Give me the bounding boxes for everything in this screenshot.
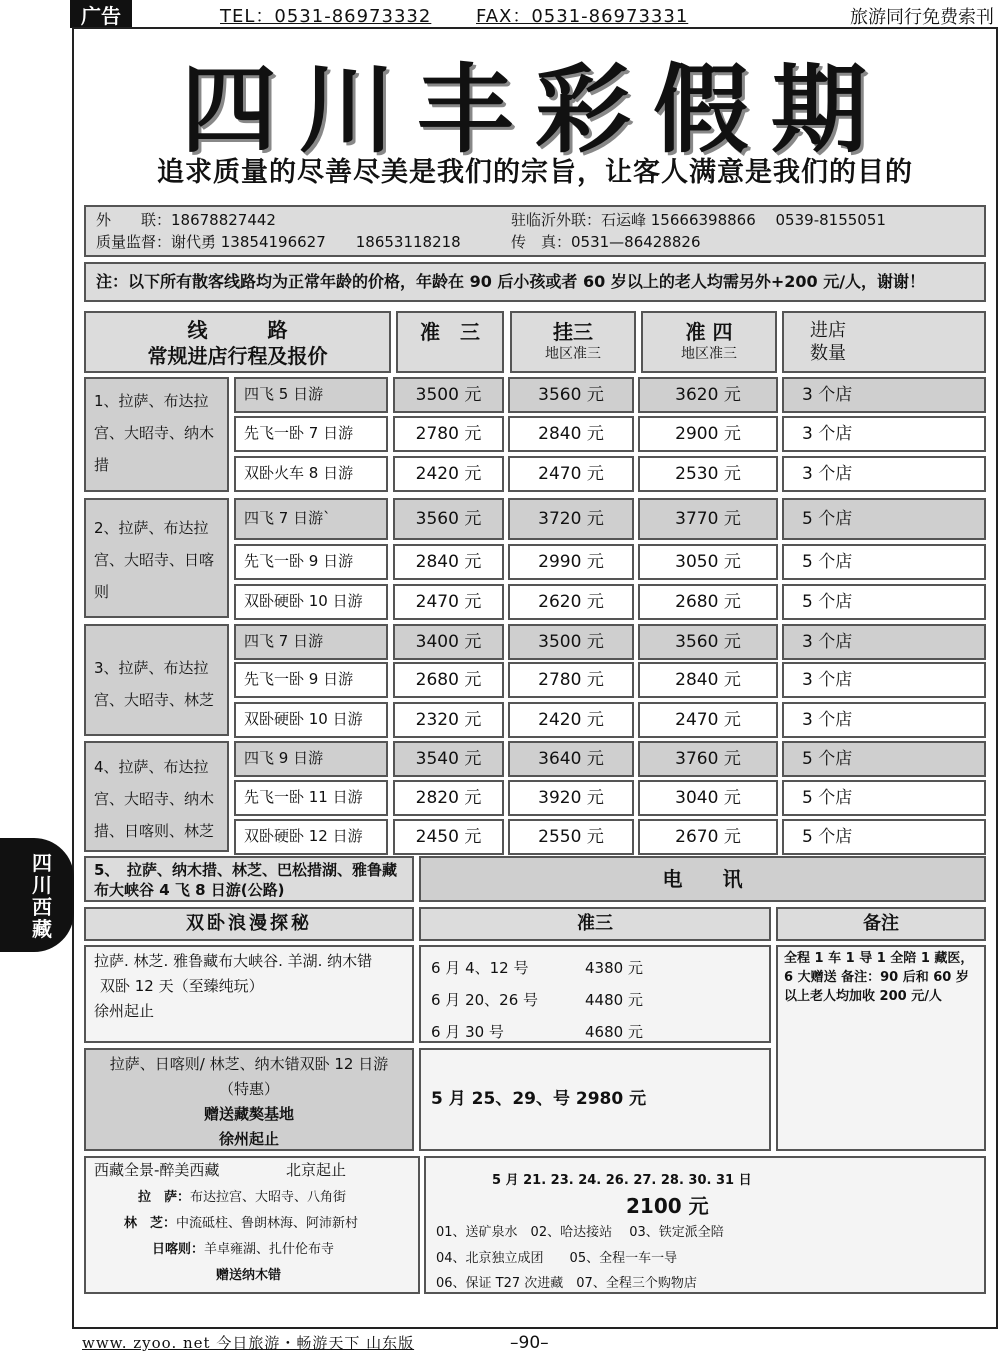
header-col4-label: 进店 [810, 320, 846, 341]
special-line3: 赠送藏獒基地 [203, 1105, 294, 1123]
price-gua3: 2840 元 [508, 416, 634, 452]
price-gua3: 3560 元 [508, 377, 634, 413]
route5-phone: 电 讯 [419, 856, 986, 902]
header-col2-label: 挂三 [553, 320, 593, 344]
header-route-sub: 常规进店行程及报价 [147, 344, 328, 368]
slogan: 追求质量的尽善尽美是我们的宗旨，让客人满意是我们的目的 [157, 157, 913, 188]
header-col3 [641, 311, 777, 373]
trip-name: 四飞 7 日游` [234, 498, 388, 540]
contacts-box [84, 205, 986, 257]
fax: FAX：0531-86973331 [476, 6, 689, 27]
special-line4: 徐州起止 [218, 1130, 279, 1148]
price-zhun3: 3560 元 [393, 498, 504, 540]
price-zhun4: 2670 元 [638, 819, 778, 855]
header-col3-sub: 地区准三 [681, 346, 737, 362]
note-header: 备注 [776, 907, 986, 941]
shop-count: 3 个店 [782, 624, 986, 660]
special-price: 5 月 25、29、号 2980 元 [419, 1048, 771, 1151]
price-zhun4: 3760 元 [638, 741, 778, 777]
price-zhun4: 2900 元 [638, 416, 778, 452]
trip-name: 四飞 9 日游 [234, 741, 388, 777]
price-zhun4: 3560 元 [638, 624, 778, 660]
price-zhun3: 2450 元 [393, 819, 504, 855]
price-gua3: 3500 元 [508, 624, 634, 660]
price-gua3: 3640 元 [508, 741, 634, 777]
group-name: 3、拉萨、布达拉宫、大昭寺、林芝 [84, 624, 229, 736]
header-col3-label: 准 四 [685, 320, 733, 344]
header-right-text: 旅游同行免费索刊 [850, 7, 994, 28]
price-zhun3: 2320 元 [393, 702, 504, 738]
trip-name: 先飞一卧 9 日游 [234, 662, 388, 698]
route5-text: 5、 拉萨、纳木措、林芝、巴松措湖、雅鲁藏布大峡谷 4 飞 8 日游(公路) [84, 856, 414, 902]
shop-count: 3 个店 [782, 377, 986, 413]
price-zhun4: 3770 元 [638, 498, 778, 540]
trip-name: 先飞一卧 7 日游 [234, 416, 388, 452]
contact-line2-left: 质量监督：谢代勇 13854196627 18653118218 [96, 233, 461, 251]
header-route-title: 线 路 [187, 318, 288, 342]
panorama-price: 2100 元 [626, 1194, 709, 1218]
price-zhun3: 2470 元 [393, 584, 504, 620]
lhasa-sights: 布达拉宫、大昭寺、八角街 [190, 1190, 347, 1205]
trip-name: 双卧硬卧 10 日游 [234, 584, 388, 620]
shop-count: 5 个店 [782, 584, 986, 620]
date-price: 4680 元 [585, 1023, 643, 1041]
special-line1: 拉萨、日喀则/ 林芝、纳木错双卧 12 日游 [109, 1055, 389, 1073]
price-gua3: 2550 元 [508, 819, 634, 855]
panorama-start: 北京起止 [286, 1161, 347, 1179]
price-gua3: 2620 元 [508, 584, 634, 620]
price-zhun3: 2820 元 [393, 780, 504, 816]
rikaze-sights: 羊卓雍湖、扎什伦布寺 [204, 1242, 335, 1257]
panorama-gift: 赠送纳木错 [216, 1268, 282, 1283]
trip-name: 先飞一卧 9 日游 [234, 544, 388, 580]
price-zhun4: 3050 元 [638, 544, 778, 580]
price-zhun4: 2470 元 [638, 702, 778, 738]
lhasa-label: 拉 萨： [138, 1190, 191, 1205]
group-name: 4、拉萨、布达拉宫、大昭寺、纳木措、日喀则、林芝 [84, 741, 229, 852]
shop-count: 3 个店 [782, 456, 986, 492]
header-col1-label: 准 三 [420, 320, 480, 344]
contact-line2-right: 传 真：0531—86428826 [511, 233, 701, 251]
panorama-route [84, 1156, 420, 1294]
price-zhun3: 2420 元 [393, 456, 504, 492]
shop-count: 5 个店 [782, 780, 986, 816]
price-zhun4: 2530 元 [638, 456, 778, 492]
trip-name: 双卧硬卧 12 日游 [234, 819, 388, 855]
shop-count: 3 个店 [782, 662, 986, 698]
panorama-dates: 5 月 21. 23. 24. 26. 27. 28. 30. 31 日 [492, 1173, 752, 1188]
side-tab-label: 四川西藏 [32, 851, 52, 941]
header-col1 [396, 311, 504, 373]
price-zhun3: 3500 元 [393, 377, 504, 413]
shop-count: 3 个店 [782, 702, 986, 738]
shop-count: 5 个店 [782, 819, 986, 855]
romantic-route [84, 945, 414, 1043]
romantic-route-line3: 徐州起止 [94, 1002, 155, 1020]
header-col4-sub: 数量 [810, 343, 846, 365]
price-zhun3: 2780 元 [393, 416, 504, 452]
special-line2: （特惠） [218, 1080, 279, 1098]
special-route [84, 1048, 414, 1151]
romantic-dates [419, 945, 771, 1043]
shop-count: 5 个店 [782, 741, 986, 777]
trip-name: 四飞 5 日游 [234, 377, 388, 413]
group-name: 1、拉萨、布达拉宫、大昭寺、纳木措 [84, 377, 229, 492]
panorama-title: 西藏全景-醉美西藏 [94, 1161, 220, 1179]
price-gua3: 3920 元 [508, 780, 634, 816]
linzhi-sights: 中流砥柱、鲁朗林海、阿沛新村 [176, 1216, 359, 1231]
date-item: 6 月 30 号 [431, 1023, 504, 1041]
header-col4 [782, 311, 986, 373]
price-zhun3: 2840 元 [393, 544, 504, 580]
price-gua3: 3720 元 [508, 498, 634, 540]
trip-name: 双卧火车 8 日游 [234, 456, 388, 492]
panorama-features1: 01、送矿泉水 02、哈达接站 03、铁定派全陪 [436, 1225, 724, 1240]
romantic-route-line2: 双卧 12 天（至臻纯玩） [100, 977, 264, 995]
panorama-features3: 06、保证 T27 次进藏 07、全程三个购物店 [436, 1276, 697, 1291]
trip-name: 先飞一卧 11 日游 [234, 780, 388, 816]
date-price: 4380 元 [585, 959, 643, 977]
contact-line1-right: 驻临沂外联：石运峰 15666398866 0539-8155051 [511, 211, 886, 229]
group-name: 2、拉萨、布达拉宫、大昭寺、日喀则 [84, 498, 229, 618]
price-gua3: 2470 元 [508, 456, 634, 492]
price-zhun3: 3540 元 [393, 741, 504, 777]
price-zhun4: 2680 元 [638, 584, 778, 620]
date-price: 4480 元 [585, 991, 643, 1009]
price-gua3: 2990 元 [508, 544, 634, 580]
notice: 注：以下所有散客线路均为正常年龄的价格，年龄在 90 后小孩或者 60 岁以上的老人均需另外+200 元/人，谢谢！ [84, 262, 986, 302]
romantic-route-line1: 拉萨. 林芝. 雅鲁藏布大峡谷. 羊湖. 纳木错 [94, 952, 373, 970]
price-zhun3: 3400 元 [393, 624, 504, 660]
header-route [84, 311, 391, 373]
trip-name: 双卧硬卧 10 日游 [234, 702, 388, 738]
price-zhun3: 2680 元 [393, 662, 504, 698]
contact-line1-left: 外 联：18678827442 [96, 211, 276, 229]
page-number: –90– [510, 1333, 549, 1353]
price-gua3: 2420 元 [508, 702, 634, 738]
footer-text: www. zyoo. net 今日旅游・畅游天下 山东版 [82, 1334, 415, 1352]
price-zhun4: 3040 元 [638, 780, 778, 816]
header-col2-sub: 地区准三 [545, 346, 601, 362]
tel: TEL：0531-86973332 [220, 6, 432, 27]
price-zhun4: 3620 元 [638, 377, 778, 413]
ad-label: 广告 [70, 0, 132, 28]
header-col2 [510, 311, 636, 373]
shop-count: 3 个店 [782, 416, 986, 452]
romantic-header: 双卧浪漫探秘 [84, 907, 414, 941]
date-item: 6 月 20、26 号 [431, 991, 539, 1009]
trip-name: 四飞 7 日游 [234, 624, 388, 660]
note-text: 全程 1 车 1 导 1 全陪 1 藏医，6 大赠送 备注：90 后和 60 岁以上老人均加收 200 元/人 [776, 945, 986, 1151]
date-item: 6 月 4、12 号 [431, 959, 529, 977]
price-zhun4: 2840 元 [638, 662, 778, 698]
linzhi-label: 林 芝： [124, 1216, 177, 1231]
price-gua3: 2780 元 [508, 662, 634, 698]
panorama-features2: 04、北京独立成团 05、全程一车一导 [436, 1251, 678, 1266]
title: 四川丰彩假期 [181, 53, 889, 166]
rikaze-label: 日喀则： [152, 1242, 205, 1257]
shop-count: 5 个店 [782, 498, 986, 540]
panorama-details [424, 1156, 986, 1294]
romantic-col-header: 准三 [419, 907, 771, 941]
shop-count: 5 个店 [782, 544, 986, 580]
